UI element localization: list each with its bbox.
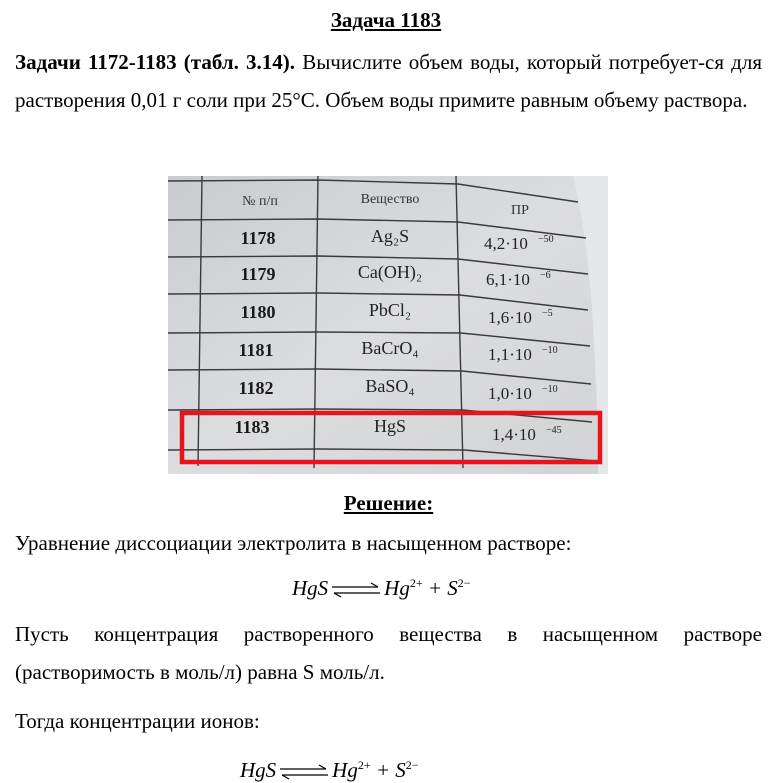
header-pr: ПР [511,203,529,218]
row-pr-exponent: −45 [546,425,562,436]
eq-ion-s: S [447,576,458,600]
row-substance: HgS [373,416,407,436]
eq-ion-s-charge: 2− [457,576,471,590]
eq-ion-hg: Hg [384,576,410,600]
equation-intro: Уравнение диссоциации электролита в насыщенном растворе: [15,531,572,555]
problem-title: Задача 1183 [330,8,442,32]
dissociation-equation [292,576,471,601]
solubility-paragraph: Пусть концентрация растворенного вещества в насыщенном растворе (растворимость в моль/л) равна S моль/л. [15,622,762,684]
solution-heading: Решение: [343,491,434,515]
eq-ion-hg-charge: 2+ [409,576,423,590]
row-number: 1179 [240,264,276,284]
row-substance: BaCrO₄ [361,338,419,358]
eq2-ion-hg: Hg [332,758,358,782]
row-pr-mantissa: 1,0·10 [488,384,532,403]
row-number: 1183 [234,417,270,437]
problem-text: Вычислите объем воды, который потребует-ся для растворения 0,01 г соли при 25°С. Объем воды примите равным объему раствора. [15,50,762,112]
eq2-ion-s-charge: 2− [405,758,419,772]
header-number: № п/п [242,194,278,209]
ions-intro: Тогда концентрации ионов: [15,709,260,733]
eq2-ion-s: S [395,758,406,782]
row-substance: Ag₂S [370,226,410,246]
header-substance: Вещество [360,192,420,207]
equilibrium-arrow-icon [330,581,382,599]
row-number: 1181 [238,340,274,360]
table-photo [168,176,608,474]
row-number: 1182 [238,378,274,398]
row-number: 1180 [240,302,276,322]
row-number: 1178 [240,228,276,248]
row-pr-exponent: −10 [542,345,558,356]
row-pr-mantissa: 1,1·10 [488,345,532,364]
problem-statement [15,43,762,119]
equilibrium-arrow-icon [278,763,330,781]
row-pr-exponent: −10 [542,384,558,395]
table-photo-svg [168,176,608,474]
eq2-ion-hg-charge: 2+ [357,758,371,772]
eq2-plus: + [370,758,396,782]
row-substance: BaSO₄ [365,376,415,396]
row-pr-exponent: −5 [542,308,553,319]
row-substance: PbCl₂ [368,300,412,320]
eq-plus: + [422,576,448,600]
row-substance: Ca(OH)₂ [357,262,423,282]
row-pr-mantissa: 4,2·10 [484,234,528,253]
row-pr-mantissa: 1,6·10 [488,308,532,327]
eq-reactant: HgS [292,576,329,600]
eq2-reactant: HgS [240,758,277,782]
dissociation-equation-2 [240,758,419,783]
problem-ref: Задачи 1172-1183 (табл. 3.14). [15,50,296,74]
row-pr-mantissa: 1,4·10 [492,425,536,444]
row-pr-exponent: −50 [538,234,554,245]
row-pr-mantissa: 6,1·10 [486,270,530,289]
row-pr-exponent: −6 [540,270,551,281]
